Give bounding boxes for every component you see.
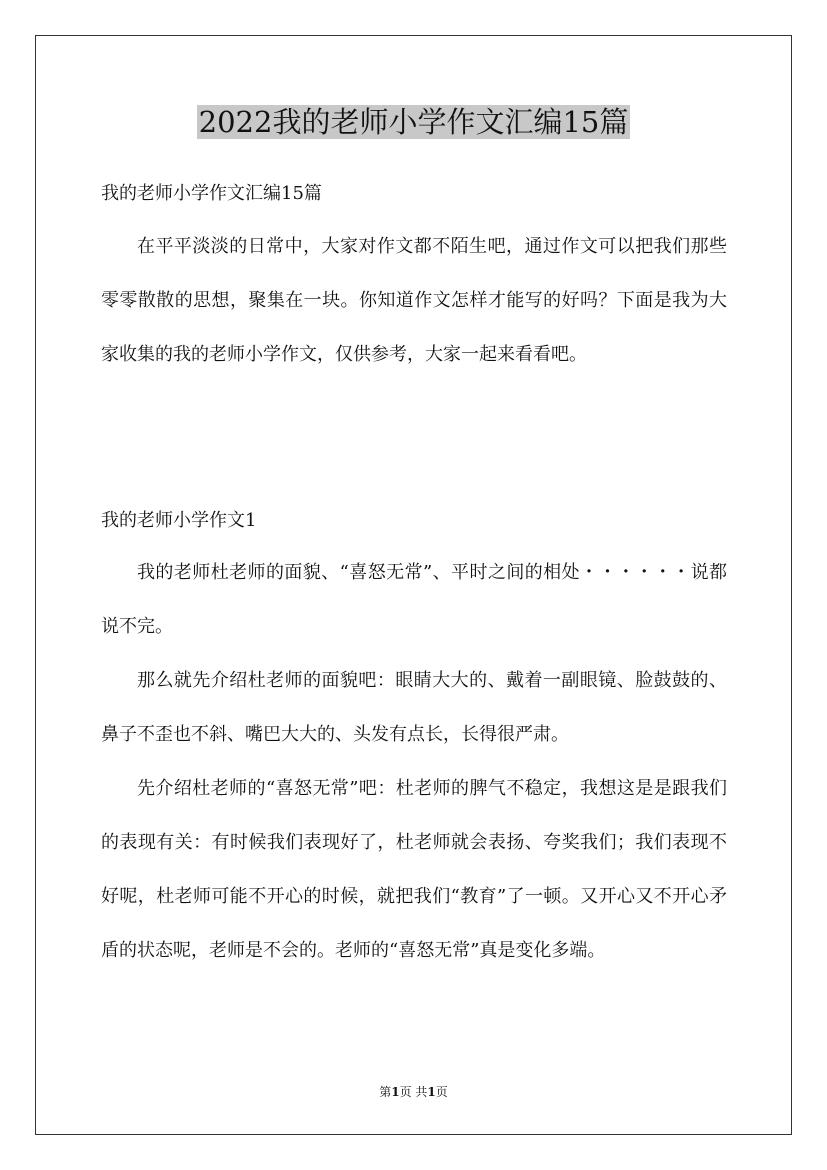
total-page-number: 1 [427,1085,436,1099]
document-title-text: 2022我的老师小学作文汇编15篇 [198,105,629,139]
section-heading: 我的老师小学作文1 [101,510,257,531]
body-paragraph: 那么就先介绍杜老师的面貌吧：眼睛大大的、戴着一副眼镜、脸鼓鼓的、鼻子不歪也不斜、嘴巴大大的、头发有点长，长得很严肃。 [101,670,727,745]
body-paragraph: 我的老师杜老师的面貌、“喜怒无常”、平时之间的相处・・・・・・说都说不完。 [101,562,727,637]
footer-prefix: 第 [379,1085,392,1099]
document-title [0,100,827,144]
body-paragraph: 先介绍杜老师的“喜怒无常”吧：杜老师的脾气不稳定，我想这是是跟我们的表现有关：有时候我们表现好了，杜老师就会表扬、夸奖我们；我们表现不好呢，杜老师可能不开心的时候，就把我们“教育”了一顿。又开心又不开心矛盾的状态呢，老师是不会的。老师的“喜怒无常”真是变化多端。 [101,778,727,961]
document-subtitle: 我的老师小学作文汇编15篇 [101,183,322,204]
footer-mid: 页 共 [399,1085,428,1099]
footer-suffix: 页 [435,1085,448,1099]
current-page-number: 1 [391,1085,400,1099]
intro-paragraph: 在平平淡淡的日常中，大家对作文都不陌生吧，通过作文可以把我们那些零零散散的思想，聚集在一块。你知道作文怎样才能写的好吗？下面是我为大家收集的我的老师小学作文，仅供参考，大家一起来看看吧。 [101,236,727,365]
page-footer [0,1083,827,1101]
